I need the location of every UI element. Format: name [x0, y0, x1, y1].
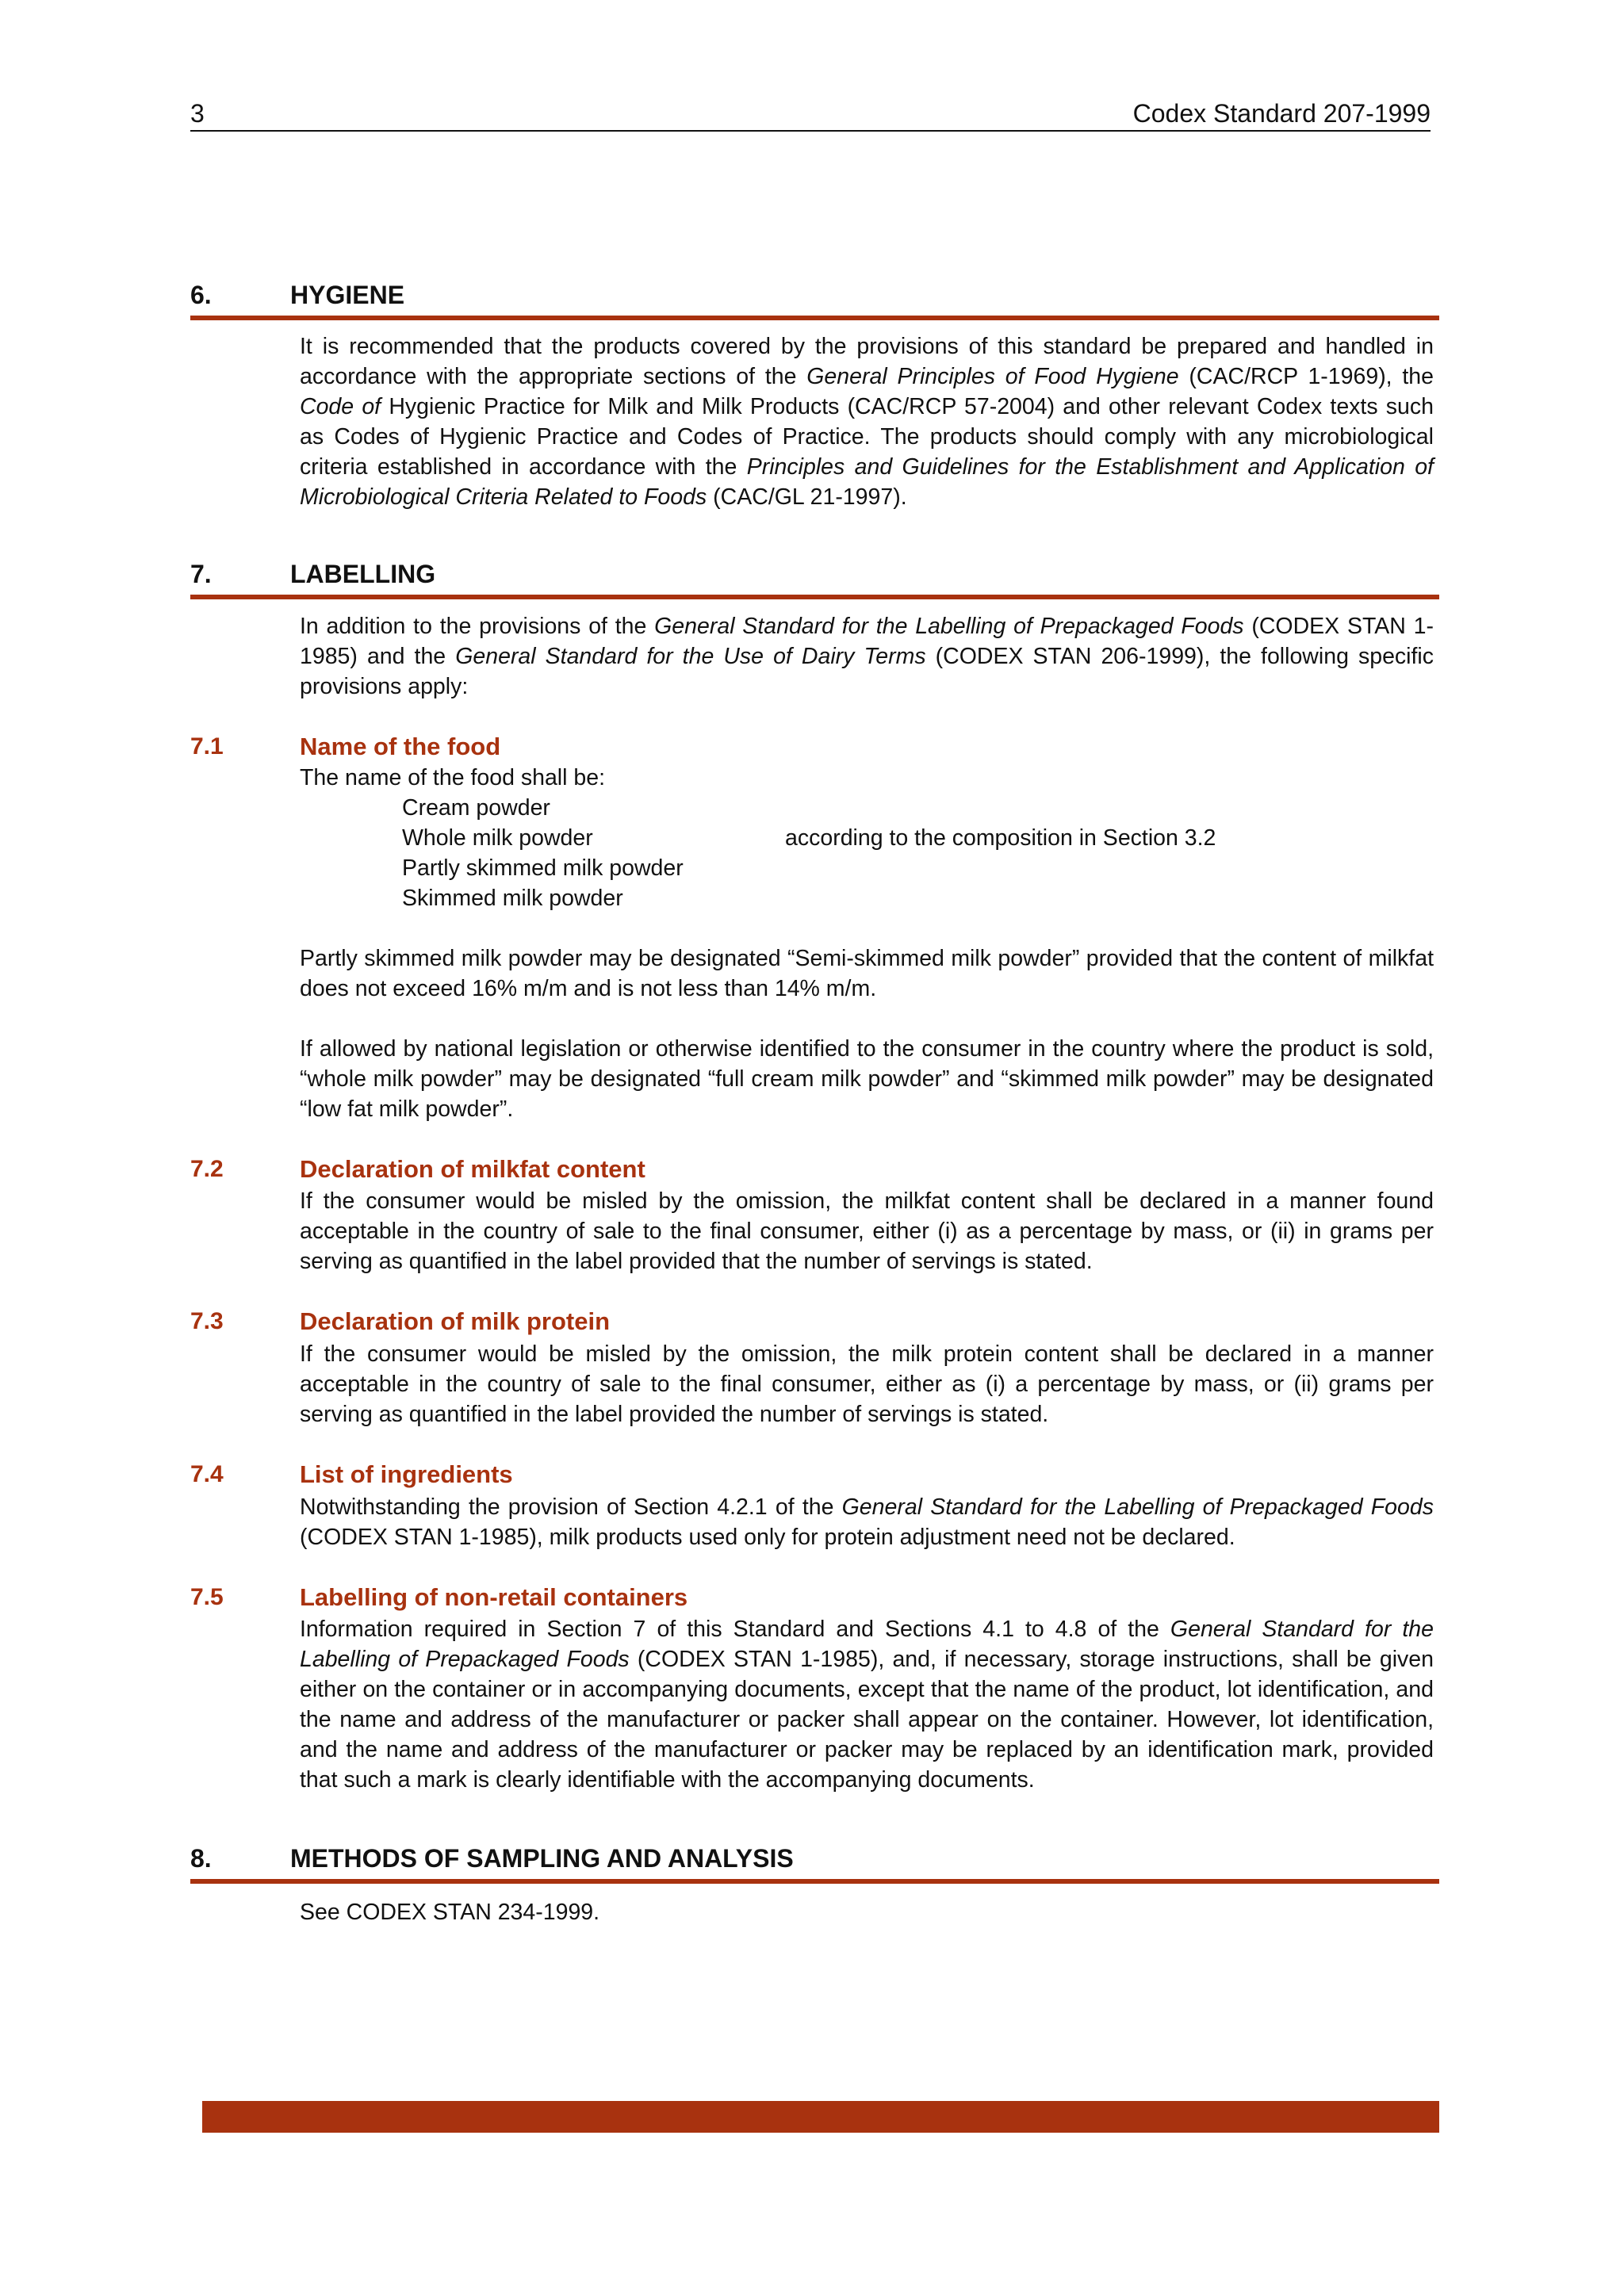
subsection-number: 7.4 [190, 1461, 224, 1487]
section-7-text: In addition to the provisions of the General Standard for the Labelling of Prepackaged Foods (CODEX STAN 1-1985) and the General Standard for the Use of Dairy Terms (CODEX STAN 206-1999), the following specific provisions apply: [300, 614, 1434, 699]
section-title: LABELLING [290, 560, 436, 588]
subsection-title: List of ingredients [300, 1460, 513, 1488]
list-item: Cream powder [402, 795, 550, 821]
document-reference: Codex Standard 207-1999 [1132, 99, 1431, 128]
list-item: Skimmed milk powder [402, 886, 623, 911]
section-8-text: See CODEX STAN 234-1999. [300, 1900, 600, 1925]
section-title: HYGIENE [290, 281, 405, 309]
section-title: METHODS OF SAMPLING AND ANALYSIS [290, 1844, 794, 1873]
subsection-title: Declaration of milk protein [300, 1307, 611, 1335]
semi-skimmed-paragraph: Partly skimmed milk powder may be designated “Semi-skimmed milk powder” provided that the content of milkfat does not exceed 16% m/m and is not less than 14% m/m. [300, 946, 1434, 1001]
footer-bar [202, 2101, 1439, 2133]
subsection-number: 7.1 [190, 733, 224, 760]
section-7-heading [190, 557, 1439, 599]
subsection-title: Labelling of non-retail containers [300, 1583, 688, 1611]
subsection-number: 7.5 [190, 1584, 224, 1610]
section-8-heading [190, 1841, 1439, 1884]
subsection-title: Name of the food [300, 733, 501, 760]
non-retail-text: Information required in Section 7 of this Standard and Sections 4.1 to 4.8 of the General Standard for the Labelling of Prepackaged Foods (CODEX STAN 1-1985), and, if necessary, storage instructions, shall be given either on the container or in accompanying documents, except that the name of the product, lot identification, and the name and address of the manufacturer or packer shall appear on the container. However, lot identification, and the name and address of the manufacturer or packer may be replaced by an identification mark, provided that such a mark is clearly identifiable with the accompanying documents. [300, 1617, 1434, 1793]
subsection-number: 7.2 [190, 1156, 224, 1182]
milkfat-declaration-text: If the consumer would be misled by the omission, the milkfat content shall be declared in a manner found acceptable in the country of sale to the final consumer, either (i) as a percentage by mass, or (ii) in grams per serving as quantified in the label provided that the number of servings is stated. [300, 1188, 1434, 1274]
section-number: 7. [190, 560, 212, 588]
national-legislation-paragraph: If allowed by national legislation or otherwise identified to the consumer in the country where the product is sold, “whole milk powder” may be designated “full cream milk powder” and “skimmed milk powder” may be designated “low fat milk powder”. [300, 1036, 1434, 1122]
subsection-number: 7.3 [190, 1308, 224, 1334]
list-item: Whole milk powder [402, 825, 593, 851]
food-name-list [402, 793, 684, 913]
composition-note: according to the composition in Section 3.2 [785, 825, 1216, 851]
list-item: Partly skimmed milk powder [402, 855, 684, 881]
section-6-heading [190, 277, 1439, 320]
page-header [190, 95, 1431, 132]
milk-protein-text: If the consumer would be misled by the omission, the milk protein content shall be declared in a manner acceptable in the country of sale to the final consumer, either as (i) a percentage by mass, or (ii) grams per serving as quantified in the label provided the number of servings is stated. [300, 1341, 1434, 1427]
ingredients-text: Notwithstanding the provision of Section 4.2.1 of the General Standard for the Labelling of Prepackaged Foods (CODEX STAN 1-1985), milk products used only for protein adjustment need not be declared. [300, 1494, 1434, 1550]
name-intro: The name of the food shall be: [300, 765, 606, 790]
section-6-text: It is recommended that the products covered by the provisions of this standard be prepared and handled in accordance with the appropriate sections of the General Principles of Food Hygiene (CAC/RCP 1-1969), the Code of Hygienic Practice for Milk and Milk Products (CAC/RCP 57-2004) and other relevant Codex texts such as Codes of Hygienic Practice and Codes of Practice. The products should comply with any microbiological criteria established in accordance with the Principles and Guidelines for the Establishment and Application of Microbiological Criteria Related to Foods (CAC/GL 21-1997). [300, 334, 1434, 510]
page-number: 3 [190, 99, 205, 128]
subsection-title: Declaration of milkfat content [300, 1155, 645, 1183]
section-number: 8. [190, 1844, 212, 1873]
section-number: 6. [190, 281, 212, 309]
